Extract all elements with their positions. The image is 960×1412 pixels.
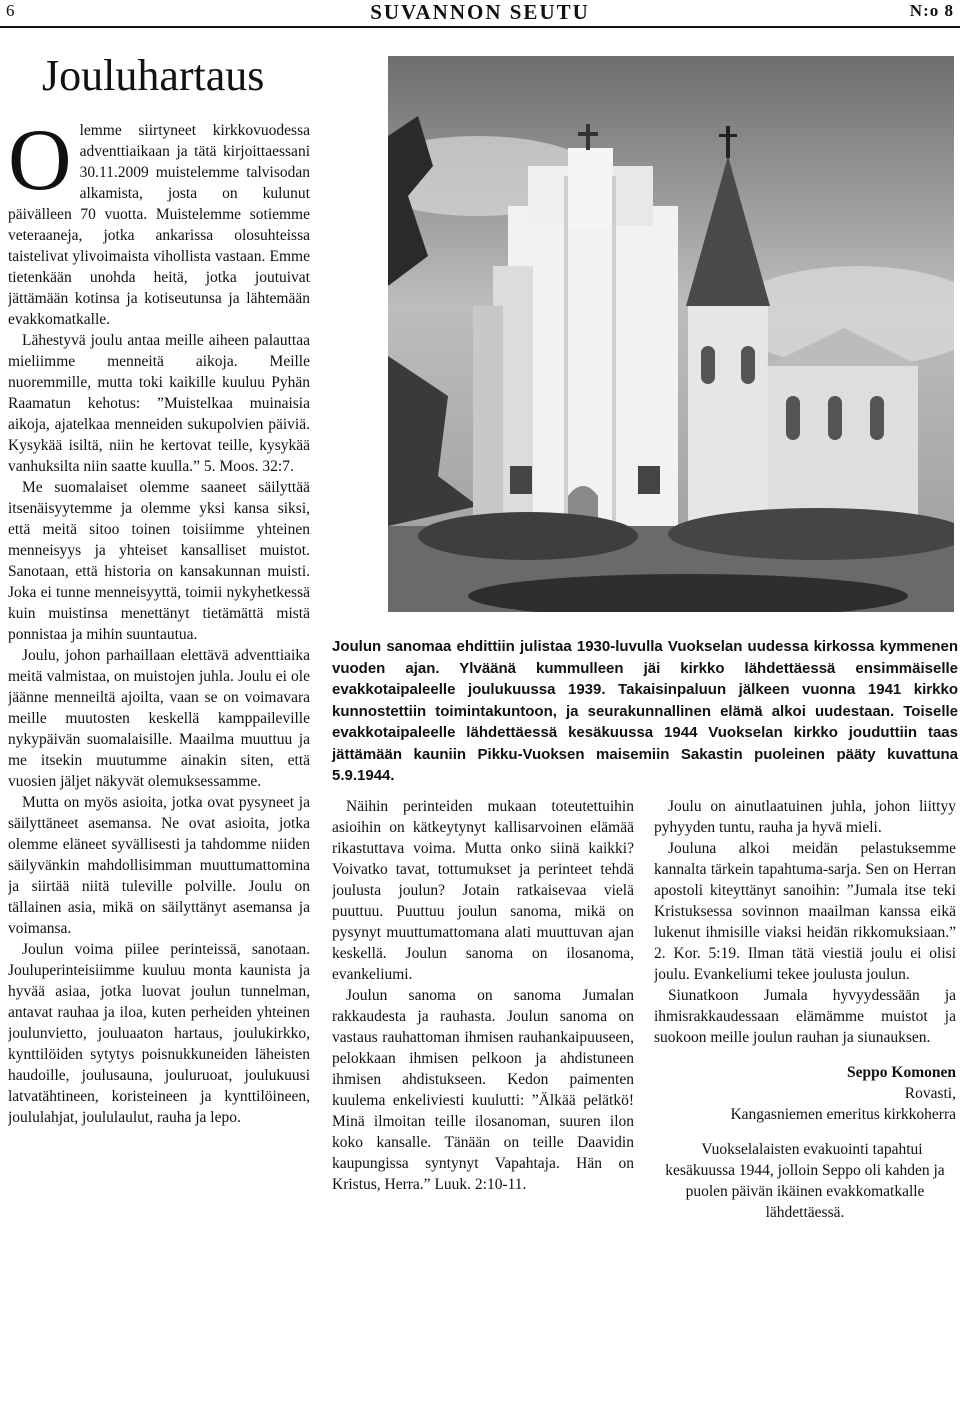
author-title: Rovasti,: [904, 1085, 956, 1102]
article-paragraph: Lähestyvä joulu antaa meille aiheen palauttaa mieliimme menneitä aikoja. Meille nuoremmille, mutta toki kaikille kuuluu Pyhän Raamatun kehotus: ”Muistelkaa muinaisia aikoja, ajatelkaa menneiden sukupolvien päiviä. Kysykää isiltä, niin he kertovat teille, kysykää vanhuksilta niin saatte kuulla.” 5. Moos. 32:7.: [8, 332, 310, 475]
header-rule: [0, 26, 960, 28]
article-column-3: [654, 796, 956, 1410]
article-title: Jouluhartaus: [42, 51, 265, 100]
author-name: Seppo Komonen: [847, 1064, 956, 1081]
article-paragraph: Joulu, johon parhaillaan elettävä adventtiaika meitä valmistaa, on muistojen juhla. Joulu ei ole jäänne menneiltä ajoilta, vaan se on voimavara meille muutosten keskellä kamppaileville nykypäivän suomalaisille. Maailma muuttuu ja me itsekin muutumme ainakin siten, että vuosien jäljet näkyvät olemuksessamme.: [8, 647, 310, 790]
page-header: [0, 0, 960, 28]
article-column-1: [8, 120, 310, 1410]
photo-caption: Joulun sanomaa ehdittiin julistaa 1930-luvulla Vuokselan uudessa kirkossa kymmenen vuoden ajan. Ylväänä kummulleen jäi kirkko lähdettäessä ensimmäiselle evakkotaipaleelle joulukuussa 1939. Takaisinpaluun jälkeen vuonna 1941 kirkko kunnostettiin toimintakuntoon, ja seurakunnallinen elämä alkoi uudestaan. Toiselle evakkotaipaleelle lähdettäessä kesäkuussa 1944 Vuokselan kirkko jouduttiin taas jättämään kauniin Pikku-Vuoksen maisemiin Sakastin puoleinen pääty kuvattuna 5.9.1944.: [332, 638, 958, 784]
article-paragraph: Joulun voima piilee perinteissä, sanotaan. Jouluperinteisiimme kuuluu monta kaunista ja hyvää asiaa, jotka luovat joulun tunnelman, antavat rauhaa ja iloa, kuten perheiden yhteinen joulunvietto, jouluaaton hartaus, joulukirkko, kynttilöiden sytytys poisnukkuneiden läheisten haudoille, joulusauna, jouluruoat, joulukuusi latvatähtineen, koristeineen ja kynttilöineen, joululahjat, joululaulut, rauha ja lepo.: [8, 941, 310, 1126]
drop-cap: O: [8, 120, 72, 209]
page-number: 6: [6, 1, 15, 20]
spacer: [654, 1125, 956, 1139]
article-column-2: [332, 796, 634, 1410]
issue-number: N:o 8: [909, 1, 954, 20]
author-footnote: Vuokselalaisten evakuointi tapahtui kesäkuussa 1944, jolloin Seppo oli kahden ja puolen päivän ikäinen evakkomatkalle lähdettäessä.: [665, 1141, 945, 1221]
article-paragraph: Joulu on ainutlaatuinen juhla, johon liittyy pyhyyden tuntu, rauha ja hyvä mieli.: [654, 798, 956, 836]
article-paragraph: Olemme siirtyneet kirkkovuodessa adventtiaikaan ja tätä kirjoittaessani 30.11.2009 muistelemme talvisodan alkamista, josta on kulunut päivälleen 70 vuotta. Muistelemme sotiemme veteraaneja, jotka ankarissa olosuhteissa taistelivat ylivoimaista vihollista vastaan. Emme tietenkään unohda heitä, jotka joutuivat jättämään kotinsa ja kotiseutunsa ja lähtemään evakkomatkalle.: [8, 120, 310, 328]
article-paragraph: Siunatkoon Jumala hyvyydessään ja ihmisrakkaudessaan elämämme muistot ja suokoon meille joulun rauhan ja siunauksen.: [654, 987, 956, 1046]
article-paragraph: Me suomalaiset olemme saaneet säilyttää itsenäisyytemme ja olemme yksi kansa siksi, että meitä sitoo toinen toisiimme yhteinen menneisyys ja yhteiset kansalliset muistot. Sanotaan, että historia on kansakunnan muisti. Joka ei tunne menneisyyttä, toimii nykyhetkessä kuin muistinsa menettänyt tietämättä mistä ponnistaa ja mihin suuntautua.: [8, 479, 310, 643]
article-paragraph: Mutta on myös asioita, jotka ovat pysyneet ja säilyttäneet asemansa. Ne ovat asioita, jotka olemme eläneet syvällisesti ja tahdomme niiden säilyvänkin mahdollisimman muuttumattomina ja siirtää niitä tuleville polville. Joulu on tällainen asia, mikä on säilyttänyt asemansa ja voimansa.: [8, 794, 310, 937]
article-paragraph: Joulun sanoma on sanoma Jumalan rakkaudesta ja rauhasta. Joulun sanoma on vastaus rauhattoman ihmisen rauhankaipuuseen, pelokkaan ihmisen pelkoon ja ahdistuneen ihmisen ahdistukseen. Kedon paimenten kuulema enkeliviesti kuulutti: ”Älkää pelätkö! Minä ilmoitan teille ilosanoman, suuren ilon koko kansalle. Tänään on teille Daavidin kaupungissa syntynyt Vapahtaja. Hän on Kristus, Herra.” Luuk. 2:10-11.: [332, 987, 634, 1193]
article-paragraph: Jouluna alkoi meidän pelastuksemme kannalta tärkein tapahtuma-sarja. Sen on Herran apostoli kiteyttänyt sanoihin: ”Jumala itse teki Kristuksessa sovinnon maailman kanssa eikä lukenut ihmisille viaksi heidän rikkomuksiaan.” 2. Kor. 5:19. Ilman tätä viestiä joulu ei olisi joulu. Evankeliumi tekee joulusta joulun.: [654, 840, 956, 983]
article-paragraph: Näihin perinteiden mukaan toteutettuihin asioihin on kätkeytynyt kallisarvoinen elämää rikastuttava voima. Mutta onko siinä kaikki? Voivatko tavat, tottumukset ja perinteet tehdä joulusta joulun? Jotain ratkaisevaa vielä puuttuu. Puuttuu joulun sanoma, mikä on pysynyt muuttumattomana alati muuttuvan ajan keskellä. Joulun sanoma on ilosanoma, evankeliumi.: [332, 798, 634, 983]
church-photo: [388, 56, 954, 612]
newspaper-name: SUVANNON SEUTU: [370, 0, 590, 24]
author-position: Kangasniemen emeritus kirkkoherra: [730, 1106, 956, 1123]
spacer: [654, 1048, 956, 1062]
